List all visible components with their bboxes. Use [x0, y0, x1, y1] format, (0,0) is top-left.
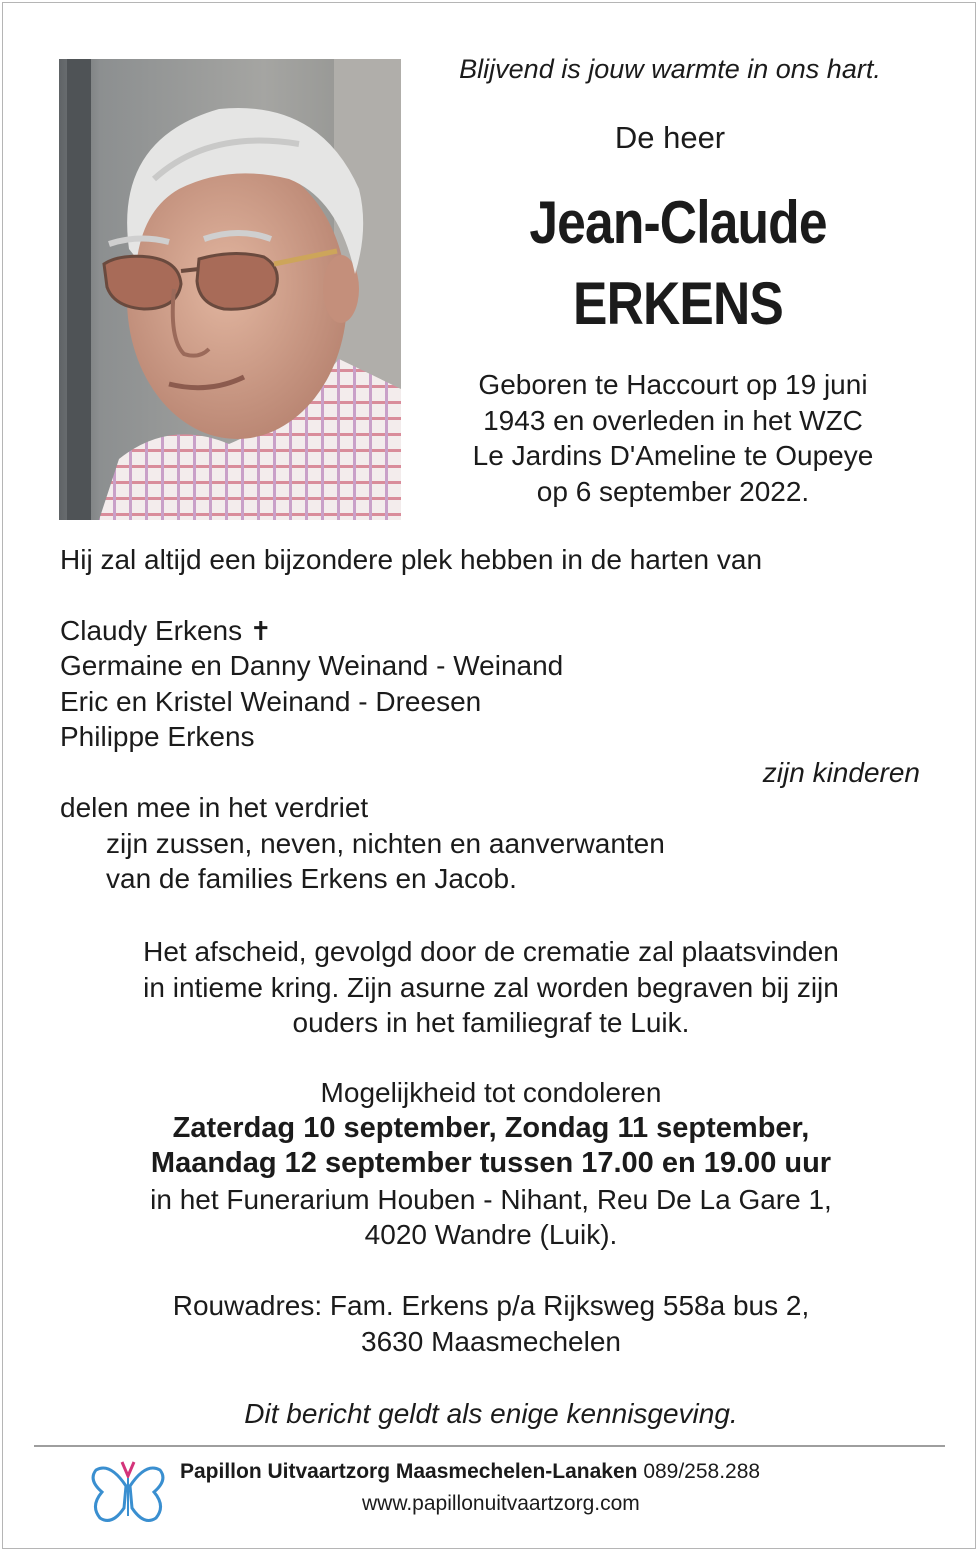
children-role: zijn kinderen	[762, 757, 920, 788]
address-line: Rouwadres: Fam. Erkens p/a Rijksweg 558a bus 2,	[172, 1290, 810, 1321]
relatives-line: zijn zussen, neven, nichten en aanverwanten	[106, 828, 665, 859]
life-dates-line: Geboren te Haccourt op 19 juni	[478, 369, 868, 400]
footer-divider	[34, 1445, 945, 1447]
farewell-line: ouders in het familiegraf te Luik.	[292, 1007, 690, 1038]
share-intro: delen mee in het verdriet	[60, 792, 369, 823]
last-name: ERKENS	[573, 270, 783, 337]
child-name	[60, 615, 272, 647]
motto: Blijvend is jouw warmte in ons hart.	[459, 54, 881, 84]
condolence-dates: Maandag 12 september tussen 17.00 en 19.00 uur	[150, 1147, 832, 1179]
child-name: Philippe Erkens	[60, 721, 255, 752]
address-line: 3630 Maasmechelen	[361, 1325, 621, 1357]
family-intro: Hij zal altijd een bijzondere plek hebben in de harten van	[60, 544, 763, 575]
child-name-text: Claudy Erkens	[60, 615, 243, 646]
company-website[interactable]: www.papillonuitvaartzorg.com	[362, 1492, 640, 1515]
footer-company-line	[180, 1460, 760, 1484]
life-dates-line: op 6 september 2022.	[536, 475, 810, 507]
life-dates-line: 1943 en overleden in het WZC	[483, 404, 863, 436]
portrait-photo	[59, 59, 401, 520]
child-name: Germaine en Danny Weinand - Weinand	[60, 650, 564, 681]
farewell-line: Het afscheid, gevolgd door de crematie zal plaatsvinden	[143, 936, 839, 967]
child-name: Eric en Kristel Weinand - Dreesen	[60, 686, 482, 717]
first-name: Jean-Claude	[529, 189, 827, 256]
farewell-line: in intieme kring. Zijn asurne zal worden begraven bij zijn	[143, 971, 839, 1003]
condolence-location: 4020 Wandre (Luik).	[364, 1219, 618, 1250]
life-dates	[430, 367, 916, 509]
farewell-block	[60, 934, 922, 1041]
condolence-block	[60, 1075, 922, 1253]
notice: Dit bericht geldt als enige kennisgeving.	[244, 1398, 738, 1429]
condolence-location: in het Funerarium Houben - Nihant, Reu De La Gare 1,	[150, 1183, 832, 1215]
life-dates-line: Le Jardins D'Ameline te Oupeye	[472, 440, 874, 471]
company-phone: 089/258.288	[643, 1460, 761, 1483]
cross-icon: ✝	[249, 616, 272, 646]
honorific: De heer	[614, 120, 726, 155]
company-name: Papillon Uitvaartzorg Maasmechelen-Lanaken	[180, 1460, 638, 1483]
butterfly-icon	[88, 1456, 168, 1528]
condolence-dates: Zaterdag 10 september, Zondag 11 september,	[172, 1111, 810, 1144]
relatives-line: van de families Erkens en Jacob.	[106, 863, 517, 894]
address-block	[60, 1288, 922, 1359]
condolence-intro: Mogelijkheid tot condoleren	[320, 1077, 662, 1108]
